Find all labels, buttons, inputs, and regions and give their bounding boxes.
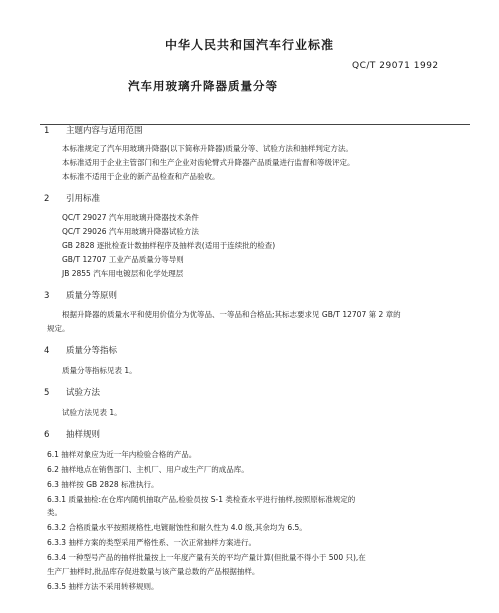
s4-line: 质量分等指标见表 1。 (62, 366, 137, 375)
standard-code: QC/T 29071 1992 (352, 61, 439, 71)
s6-line: 6.3 抽样按 GB 2828 标准执行。 (47, 480, 159, 489)
section-6-heading (44, 430, 100, 441)
s6-line: 6.2 抽样地点在销售部门、主机厂、用户或生产厂的成品库。 (47, 465, 249, 474)
s6-line: 6.3.4 一种型号产品的抽样批量按上一年度产量有关的平均产量计算(但批量不得小于 500 只),在 (47, 553, 366, 562)
s3-line: 规定。 (47, 324, 70, 333)
s2-line: JB 2855 汽车用电镀层和化学处理层 (62, 269, 184, 278)
s2-line: QC/T 29026 汽车用玻璃升降器试验方法 (62, 227, 199, 236)
section-1-heading (44, 126, 143, 137)
s1-line: 本标准适用于企业主管部门和生产企业对齿轮臂式升降器产品质量进行监督和等级评定。 (62, 158, 355, 167)
s2-line: GB 2828 逐批检查计数抽样程序及抽样表(适用于连续批的检查) (62, 241, 276, 250)
section-3-heading (44, 291, 117, 302)
section-title: 引用标准 (66, 194, 101, 204)
section-4-heading (44, 346, 117, 357)
s6-line: 6.3.2 合格质量水平按照规格性,电镀耐蚀性和耐久性为 4.0 级,其余均为 6.5。 (47, 523, 307, 532)
section-2-heading (44, 194, 100, 205)
section-title: 质量分等指标 (66, 346, 118, 356)
s2-line: QC/T 29027 汽车用玻璃升降器技术条件 (62, 213, 199, 222)
s6-line: 生产厂抽样时,批品库存促进数量与该产量总数的产品根据抽样。 (47, 567, 260, 576)
section-number: 3 (44, 291, 50, 301)
s6-line: 6.3.5 抽样方法不采用转移规则。 (47, 582, 159, 591)
s3-line: 根据升降器的质量水平和使用价值分为优等品、一等品和合格品;其标志要求见 GB/T 12707 第 2 章的 (62, 310, 401, 319)
document-title: 汽车用玻璃升降器质量分等 (128, 79, 278, 93)
s1-line: 本标准不适用于企业的新产品检查和产品验收。 (62, 172, 220, 181)
section-number: 6 (44, 430, 50, 440)
s6-line: 类。 (47, 508, 62, 517)
section-title: 质量分等原则 (66, 291, 118, 301)
section-number: 5 (44, 388, 50, 398)
section-number: 4 (44, 346, 50, 356)
standard-title: 中华人民共和国汽车行业标准 (164, 38, 334, 52)
section-title: 主题内容与适用范围 (66, 126, 143, 136)
section-title: 试验方法 (66, 388, 101, 398)
header-rule (40, 124, 470, 125)
s6-line: 6.3.1 质量抽检:在仓库内随机抽取产品,检验员按 S-1 类检查水平进行抽样,按照原标准规定的 (47, 495, 356, 504)
section-5-heading (44, 388, 100, 399)
section-title: 抽样规则 (66, 430, 101, 440)
s2-line: GB/T 12707 工业产品质量分等导则 (62, 255, 184, 264)
s6-line: 6.3.3 抽样方案的类型采用严格性系、一次正常抽样方案进行。 (47, 538, 256, 547)
s6-line: 6.1 抽样对象应为近一年内检验合格的产品。 (47, 450, 197, 459)
s1-line: 本标准规定了汽车用玻璃升降器(以下简称升降器)质量分等、试验方法和抽样判定方法。 (62, 144, 353, 153)
s5-line: 试验方法见表 1。 (62, 408, 122, 417)
section-number: 2 (44, 194, 50, 204)
section-number: 1 (44, 126, 50, 136)
